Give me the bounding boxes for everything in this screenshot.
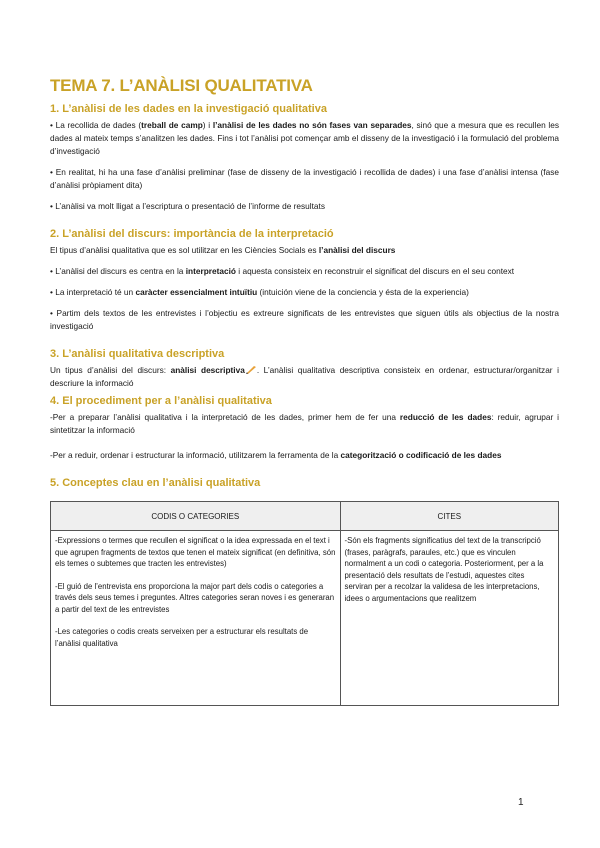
- section-5-heading: 5. Conceptes clau en l’anàlisi qualitativa: [50, 477, 261, 489]
- section-2-heading: 2. L’anàlisi del discurs: importància de la interpretació: [50, 228, 334, 240]
- section-2-intro: El tipus d’anàlisi qualitativa que es sol utilitzar en les Ciències Socials es l’anàlisi del discurs: [50, 245, 396, 255]
- table-cell-quotes: [340, 531, 558, 706]
- section-1-heading: 1. L’anàlisi de les dades en la investigació qualitativa: [50, 103, 327, 115]
- pencil-icon: [245, 366, 257, 375]
- codes-item-1: -Expressions o termes que recullen el significat o la idea expressada en el text i que agrupen fragments de textos que tenen el mateix significat (en definitiva, són els temes o subtemes que tracten les entrevistes): [55, 536, 336, 568]
- quotes-item-1: -Són els fragments significatius del text de la transcripció (frases, paràgrafs, paraules, etc.) que es vinculen normalment a un codi o categoria. Posteriorment, per a la presentació dels resultats de l’estudi, aquestes cites serviran per a recolzar la validesa de les interpretacions, idees o argumentacions que realitzem: [344, 536, 544, 603]
- section-3-paragraph: Un tipus d’anàlisi del discurs: anàlisi descriptiva . L’anàlisi qualitativa descriptiva consisteix en ordenar, estructurar/organitzar i descriure la informació: [50, 365, 559, 388]
- section-3-heading: 3. L’anàlisi qualitativa descriptiva: [50, 348, 225, 360]
- table-cell-codes: [51, 531, 341, 706]
- table-row: [51, 531, 559, 706]
- table-header-codes: CODIS O CATEGORIES: [51, 502, 341, 531]
- section-1-paragraph-3: • L’anàlisi va molt lligat a l’escriptura o presentació de l’informe de resultats: [50, 201, 325, 211]
- section-4-paragraph-2: -Per a reduir, ordenar i estructurar la informació, utilitzarem la ferramenta de la categorització o codificació de les dades: [50, 450, 502, 460]
- section-4-heading: 4. El procediment per a l’anàlisi qualitativa: [50, 395, 272, 407]
- section-1-paragraph-2: • En realitat, hi ha una fase d’anàlisi preliminar (fase de disseny de la investigació i recollida de dades) i una fase d’anàlisi intensa (fase d’anàlisi pròpiament dita): [50, 167, 559, 190]
- page-content: [50, 76, 559, 706]
- table-header-quotes: CITES: [340, 502, 558, 531]
- codes-item-2: -El guió de l’entrevista ens proporciona la major part dels codis o categories a través dels seus temes i preguntes. Altres categories seran noves i es generaran a partir del text de les entrevistes: [55, 581, 335, 614]
- section-4-paragraph-1: -Per a preparar l’anàlisi qualitativa i la interpretació de les dades, primer hem de fer una reducció de les dades: reduir, agrupar i sintetitzar la informació: [50, 412, 559, 435]
- section-2-paragraph-3: • Partim dels textos de les entrevistes i l’objectiu es extreure significats de les entrevistes que siguen útils als objectius de la nostra investigació: [50, 308, 559, 331]
- codes-item-3: -Les categories o codis creats serveixen per a estructurar els resultats de l’anàlisi qualitativa: [55, 627, 309, 648]
- page-number: 1: [518, 797, 524, 808]
- section-1-paragraph-1: • La recollida de dades (treball de camp) i l’anàlisi de les dades no són fases van separades, sinó que a mesura que es recullen les dades al mateix temps s’analitzen les dades. Fins i tot l’anàlisi pot començar amb el disseny de la investigació i la formulació del problema d’investigació: [50, 120, 560, 156]
- concepts-table: [50, 501, 559, 706]
- page-title: TEMA 7. L’ANÀLISI QUALITATIVA: [50, 76, 313, 95]
- section-2-paragraph-2: • La interpretació té un caràcter essencialment intuïtiu (intuición viene de la conciencia y ésta de la experiencia): [50, 287, 469, 297]
- section-2-paragraph-1: • L’anàlisi del discurs es centra en la interpretació i aquesta consisteix en reconstruir el significat del discurs en el seu context: [50, 266, 515, 276]
